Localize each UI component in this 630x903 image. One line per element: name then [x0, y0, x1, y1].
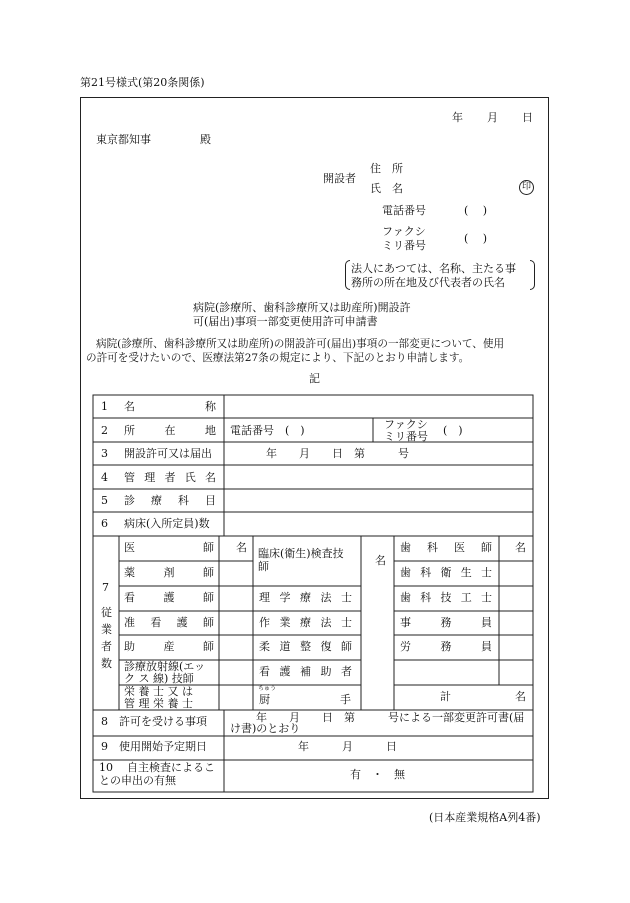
date-year[interactable]: 年 — [452, 111, 463, 124]
staff-clinical-lab-2: 師 — [258, 560, 269, 573]
staff-doctor — [124, 542, 214, 555]
row-8-label: 許可を受ける事項 — [119, 715, 207, 728]
staff-label-char: 薬 — [124, 566, 135, 579]
staff-label-char: 助 — [124, 640, 135, 653]
staff-label-char: 師 — [202, 616, 214, 629]
fax-label-1: ファクシ — [382, 225, 426, 238]
row-7-number: 7 — [102, 581, 109, 594]
staff-label-char: 師 — [481, 541, 492, 554]
row-7-label-char: 数 — [101, 657, 112, 670]
body-line-1: 病院(診療所、歯科診療所又は助産所)の開設許可(届出)事項の一部変更について、使用 — [96, 338, 505, 350]
staff-label-char: 衛 — [440, 566, 452, 579]
staff-label-char: 看 — [150, 616, 162, 629]
staff-label-char: 護 — [279, 665, 291, 678]
corporate-note-line-1: 法人にあつては、名称、主たる事 — [351, 262, 516, 275]
row-7-label-char: 従 — [101, 606, 112, 619]
staff-label-char: 歯 — [400, 541, 411, 554]
staff-label-char: 務 — [440, 616, 452, 629]
staff-label-char: 産 — [163, 640, 175, 653]
row-10-number: 10 — [99, 761, 113, 774]
staff-label-char: 工 — [460, 591, 472, 604]
staff-assistant-nurse — [124, 617, 214, 630]
row-3-value[interactable]: 年 月 日 第 号 — [266, 447, 409, 460]
staff-nursing-aide — [259, 666, 352, 679]
title-line-1: 病院(診療所、歯科診療所又は助産所)開設許 — [193, 301, 411, 314]
row-8-number: 8 — [101, 715, 108, 728]
row-2-number: 2 — [101, 424, 108, 437]
row-4-label-char: 管 — [124, 471, 135, 484]
staff-clinical-lab-1: 臨床(衛生)検査技 — [258, 547, 344, 560]
staff-label-char: 医 — [454, 541, 465, 554]
staff-label-char: 作 — [259, 616, 270, 629]
staff-label-char: 科 — [420, 566, 432, 579]
row-2-fax-label-2: ミリ番号 — [384, 430, 428, 443]
fax-field[interactable]: ( ) — [464, 232, 488, 245]
form-number: 第21号様式(第20条関係) — [80, 76, 205, 89]
row-2-label-char: 在 — [164, 424, 176, 437]
body-line-2: の許可を受けたいので、医療法第27条の規定により、下記のとおり申請します。 — [86, 352, 470, 364]
row-2-fax-label-1: ファクシ — [384, 418, 428, 431]
row-4-label-char: 理 — [144, 471, 156, 484]
row-6-number: 6 — [101, 517, 108, 530]
phone-label: 電話番号 — [382, 204, 426, 217]
row-5-label — [124, 495, 216, 508]
date-month[interactable]: 月 — [487, 111, 498, 124]
staff-nutrition-1: 栄 養 士 又 は — [124, 685, 193, 698]
staff-labor-worker — [400, 641, 492, 654]
paper-spec: (日本産業規格A列4番) — [429, 811, 541, 824]
row-2-fax-field[interactable]: ( ) — [443, 424, 463, 437]
row-7-label-char: 業 — [101, 623, 112, 636]
row-6-label: 病床(入所定員)数 — [124, 517, 210, 530]
staff-label-char: 道 — [279, 640, 291, 653]
staff-label-char: 看 — [124, 591, 135, 604]
cook-ruby: ちゅう — [258, 685, 277, 692]
unit-label: 名 — [236, 541, 247, 554]
row-5-label-char: 療 — [151, 494, 162, 507]
staff-judo-therapist — [259, 641, 352, 654]
staff-dental-technician — [400, 592, 492, 605]
row-4-number: 4 — [101, 471, 108, 484]
staff-label-char: 法 — [320, 591, 332, 604]
row-2-label-char: 所 — [124, 424, 135, 437]
staff-label-char: 科 — [420, 591, 432, 604]
row-5-label-char: 科 — [178, 494, 189, 507]
staff-cook-2: 手 — [340, 693, 351, 706]
staff-label-char: 復 — [320, 640, 332, 653]
staff-label-char: 員 — [481, 616, 492, 629]
staff-label-char: 士 — [481, 566, 492, 579]
fax-label-2: ミリ番号 — [382, 239, 426, 252]
row-5-label-char: 診 — [124, 494, 135, 507]
staff-label-char: 学 — [279, 591, 291, 604]
row-8-value-2: け書)のとおり — [230, 722, 301, 735]
row-5-label-char: 目 — [205, 494, 216, 507]
row-1-label — [124, 401, 216, 414]
row-3-label: 開設許可又は届出 — [124, 447, 212, 460]
staff-label-char: 法 — [320, 616, 332, 629]
row-1-label-char: 称 — [205, 400, 216, 413]
unit-label: 名 — [515, 690, 526, 703]
seal-mark: 印 — [519, 180, 534, 195]
staff-label-char: 療 — [300, 591, 311, 604]
unit-label: 名 — [375, 554, 386, 567]
date-day[interactable]: 日 — [522, 111, 533, 124]
row-1-number: 1 — [101, 400, 108, 413]
row-2-label — [124, 425, 216, 438]
staff-label-char: 師 — [341, 640, 352, 653]
applicant-label: 開設者 — [323, 172, 356, 185]
row-7-label — [101, 604, 113, 672]
row-3-number: 3 — [101, 447, 108, 460]
row-2-phone[interactable]: 電話番号 ( ) — [230, 424, 305, 437]
row-10-label-1: 自主検査によるこ — [127, 761, 215, 774]
staff-label-char: 業 — [279, 616, 291, 629]
row-10-label-2: との申出の有無 — [99, 774, 176, 787]
staff-label-char: 師 — [203, 541, 214, 554]
staff-label-char: 務 — [440, 640, 452, 653]
name-label: 氏 名 — [370, 182, 403, 195]
staff-label-char: 士 — [481, 591, 492, 604]
row-4-label-char: 名 — [205, 471, 216, 484]
row-9-number: 9 — [101, 740, 108, 753]
address-label: 住 所 — [370, 162, 403, 175]
staff-label-char: 整 — [300, 640, 311, 653]
staff-midwife — [124, 641, 214, 654]
row-7-label-char: 者 — [101, 640, 112, 653]
staff-nurse — [124, 592, 214, 605]
staff-label-char: 士 — [341, 616, 352, 629]
row-9-label: 使用開始予定期日 — [119, 740, 207, 753]
staff-label-char: 士 — [341, 591, 352, 604]
row-9-value[interactable]: 年 月 日 — [298, 740, 397, 753]
staff-pharmacist — [124, 567, 214, 580]
staff-total-label: 計 — [440, 690, 451, 703]
staff-label-char: 師 — [203, 566, 214, 579]
staff-label-char: 師 — [203, 640, 214, 653]
row-2-label-char: 地 — [205, 424, 216, 437]
row-4-label-char: 氏 — [184, 471, 196, 484]
staff-label-char: 療 — [300, 616, 311, 629]
staff-physical-therapist — [259, 592, 352, 605]
ki-mark: 記 — [309, 372, 320, 385]
staff-label-char: 護 — [176, 616, 188, 629]
staff-label-char: 者 — [341, 665, 352, 678]
staff-label-char: 事 — [400, 616, 411, 629]
row-4-label-char: 者 — [164, 471, 176, 484]
staff-nutrition-2: 管 理 栄 養 士 — [124, 697, 193, 710]
staff-label-char: 看 — [259, 665, 270, 678]
staff-label-char: 労 — [400, 640, 411, 653]
staff-label-char: 生 — [460, 566, 472, 579]
staff-label-char: 歯 — [400, 566, 411, 579]
row-1-label-char: 名 — [124, 400, 135, 413]
staff-label-char: 柔 — [259, 640, 270, 653]
unit-label: 名 — [515, 541, 526, 554]
staff-office-worker — [400, 617, 492, 630]
staff-label-char: 員 — [481, 640, 492, 653]
staff-occupational-therapist — [259, 617, 352, 630]
row-8-value-1[interactable]: 年 月 日 第 号による一部変更許可書(届 — [256, 711, 525, 724]
staff-label-char: 剤 — [163, 566, 175, 579]
staff-cook-1: 厨 — [259, 693, 270, 706]
staff-dentist — [400, 542, 492, 555]
staff-label-char: 歯 — [400, 591, 411, 604]
staff-label-char: 助 — [320, 665, 332, 678]
staff-label-char: 科 — [427, 541, 438, 554]
phone-field[interactable]: ( ) — [464, 204, 488, 217]
staff-label-char: 護 — [163, 591, 175, 604]
row-5-number: 5 — [101, 494, 108, 507]
row-10-value[interactable]: 有 ・ 無 — [350, 768, 405, 781]
staff-label-char: 技 — [440, 591, 452, 604]
row-4-label — [124, 472, 216, 485]
staff-label-char: 准 — [124, 616, 135, 629]
honorific: 殿 — [200, 133, 211, 146]
corporate-note-line-2: 務所の所在地及び代表者の氏名 — [351, 276, 505, 289]
staff-radiology-2: ク ス 線) 技師 — [124, 672, 194, 685]
staff-label-char: 理 — [259, 591, 270, 604]
staff-label-char: 師 — [203, 591, 214, 604]
staff-label-char: 補 — [300, 665, 311, 678]
staff-radiology-1: 診療放射線(エッ — [124, 660, 206, 673]
addressee: 東京都知事 — [96, 133, 151, 146]
staff-label-char: 医 — [124, 541, 135, 554]
staff-dental-hygienist — [400, 567, 492, 580]
title-line-2: 可(届出)事項一部変更使用許可申請書 — [193, 315, 378, 328]
